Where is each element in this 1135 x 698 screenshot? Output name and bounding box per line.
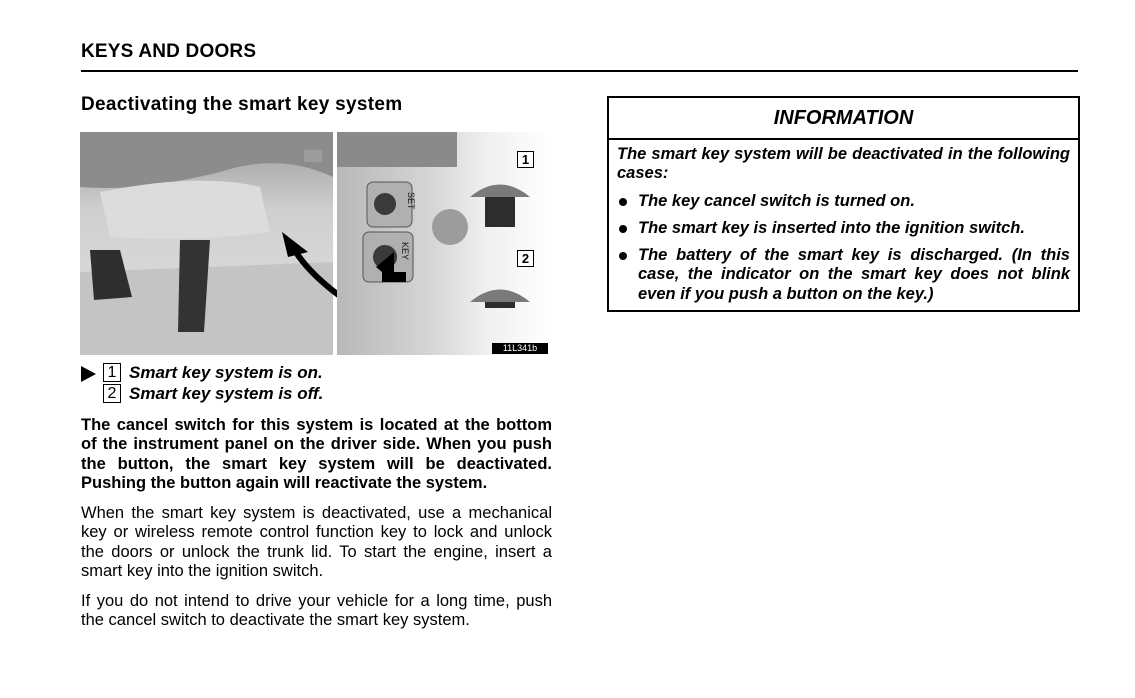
information-intro: The smart key system will be deactivated in the following cases: xyxy=(617,145,1070,183)
information-item-text: The smart key is inserted into the ignition switch. xyxy=(638,219,1025,237)
paragraph-deactivated: When the smart key system is deactivated, use a mechanical key or wireless remote control function key to lock and unlock the doors or unlock the trunk lid. To start the engine, insert a smart key into the ignition switch. xyxy=(81,504,552,580)
information-item-text: The key cancel switch is turned on. xyxy=(638,192,915,210)
pointer-icon xyxy=(81,366,96,382)
bullet-icon xyxy=(619,198,627,206)
paragraph-cancel-switch: The cancel switch for this system is located at the bottom of the instrument panel on the driver side. When you push the button, the smart key system will be deactivated. Pushing the button again will reactivate the system. xyxy=(81,416,552,492)
legend-number: 1 xyxy=(103,363,121,382)
lower-panel-shape xyxy=(100,181,270,239)
figure-code: 11L341b xyxy=(492,343,548,354)
title-rule xyxy=(81,70,1078,72)
information-box xyxy=(607,96,1080,312)
information-title: INFORMATION xyxy=(609,98,1078,140)
set-switch-button xyxy=(374,193,396,215)
key-label: KEY xyxy=(400,242,410,261)
illustration-drawing xyxy=(80,132,550,355)
set-label: SET xyxy=(406,192,416,210)
section-title: KEYS AND DOORS xyxy=(81,41,257,62)
button-state-1-stem xyxy=(485,197,515,227)
page-heading: Deactivating the smart key system xyxy=(81,94,403,115)
dial-knob xyxy=(432,209,468,245)
information-item-text: The battery of the smart key is discharged. (In this case, the indicator on the smart key does not blink even if you push a button on the key.) xyxy=(638,246,1070,303)
bullet-icon xyxy=(619,252,627,260)
legend-text: Smart key system is on. xyxy=(129,363,323,382)
figure-label-1: 1 xyxy=(517,151,534,168)
bullet-icon xyxy=(619,225,627,233)
button-state-2-stem xyxy=(485,302,515,308)
right-top-shade xyxy=(337,132,457,167)
legend-text: Smart key system is off. xyxy=(129,384,324,403)
legend-number: 2 xyxy=(103,384,121,403)
figure-label-2: 2 xyxy=(517,250,534,267)
illustration xyxy=(80,132,550,355)
panel-vent xyxy=(304,150,322,162)
paragraph-long-time: If you do not intend to drive your vehicle for a long time, push the cancel switch to deactivate the smart key system. xyxy=(81,592,552,630)
